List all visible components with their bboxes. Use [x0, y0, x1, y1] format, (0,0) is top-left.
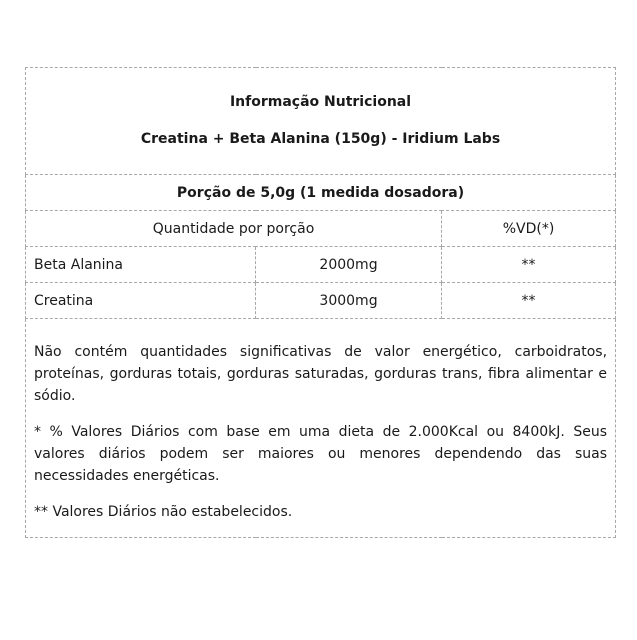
row-amount: 3000mg — [256, 283, 442, 319]
footnotes-cell — [26, 319, 616, 538]
row-name: Beta Alanina — [26, 247, 256, 283]
row-amount: 2000mg — [256, 247, 442, 283]
row-vd: ** — [442, 247, 616, 283]
column-header-vd: %VD(*) — [442, 211, 616, 247]
nutrition-table — [25, 67, 616, 538]
table-row — [26, 283, 616, 319]
footer-row — [26, 319, 616, 538]
footnote-not-established: ** Valores Diários não estabelecidos. — [34, 504, 293, 520]
product-name: Creatina + Beta Alanina (150g) - Iridium Labs — [140, 131, 501, 147]
column-header-row — [26, 211, 616, 247]
portion-row — [26, 175, 616, 211]
footnote-daily-values: * % Valores Diários com base em uma dieta de 2.000Kcal ou 8400kJ. Seus valores diários podem ser maiores ou menores dependendo das suas necessidades energéticas. — [34, 424, 608, 484]
table-title: Informação Nutricional — [229, 94, 412, 110]
portion-label: Porção de 5,0g (1 medida dosadora) — [26, 175, 616, 211]
row-vd: ** — [442, 283, 616, 319]
row-name: Creatina — [26, 283, 256, 319]
header-cell — [26, 68, 616, 175]
header-row — [26, 68, 616, 175]
column-header-quantity: Quantidade por porção — [26, 211, 442, 247]
table-row — [26, 247, 616, 283]
footnote-no-significant: Não contém quantidades significativas de valor energético, carboidratos, proteínas, gorduras totais, gorduras saturadas, gorduras trans, fibra alimentar e sódio. — [34, 344, 608, 404]
